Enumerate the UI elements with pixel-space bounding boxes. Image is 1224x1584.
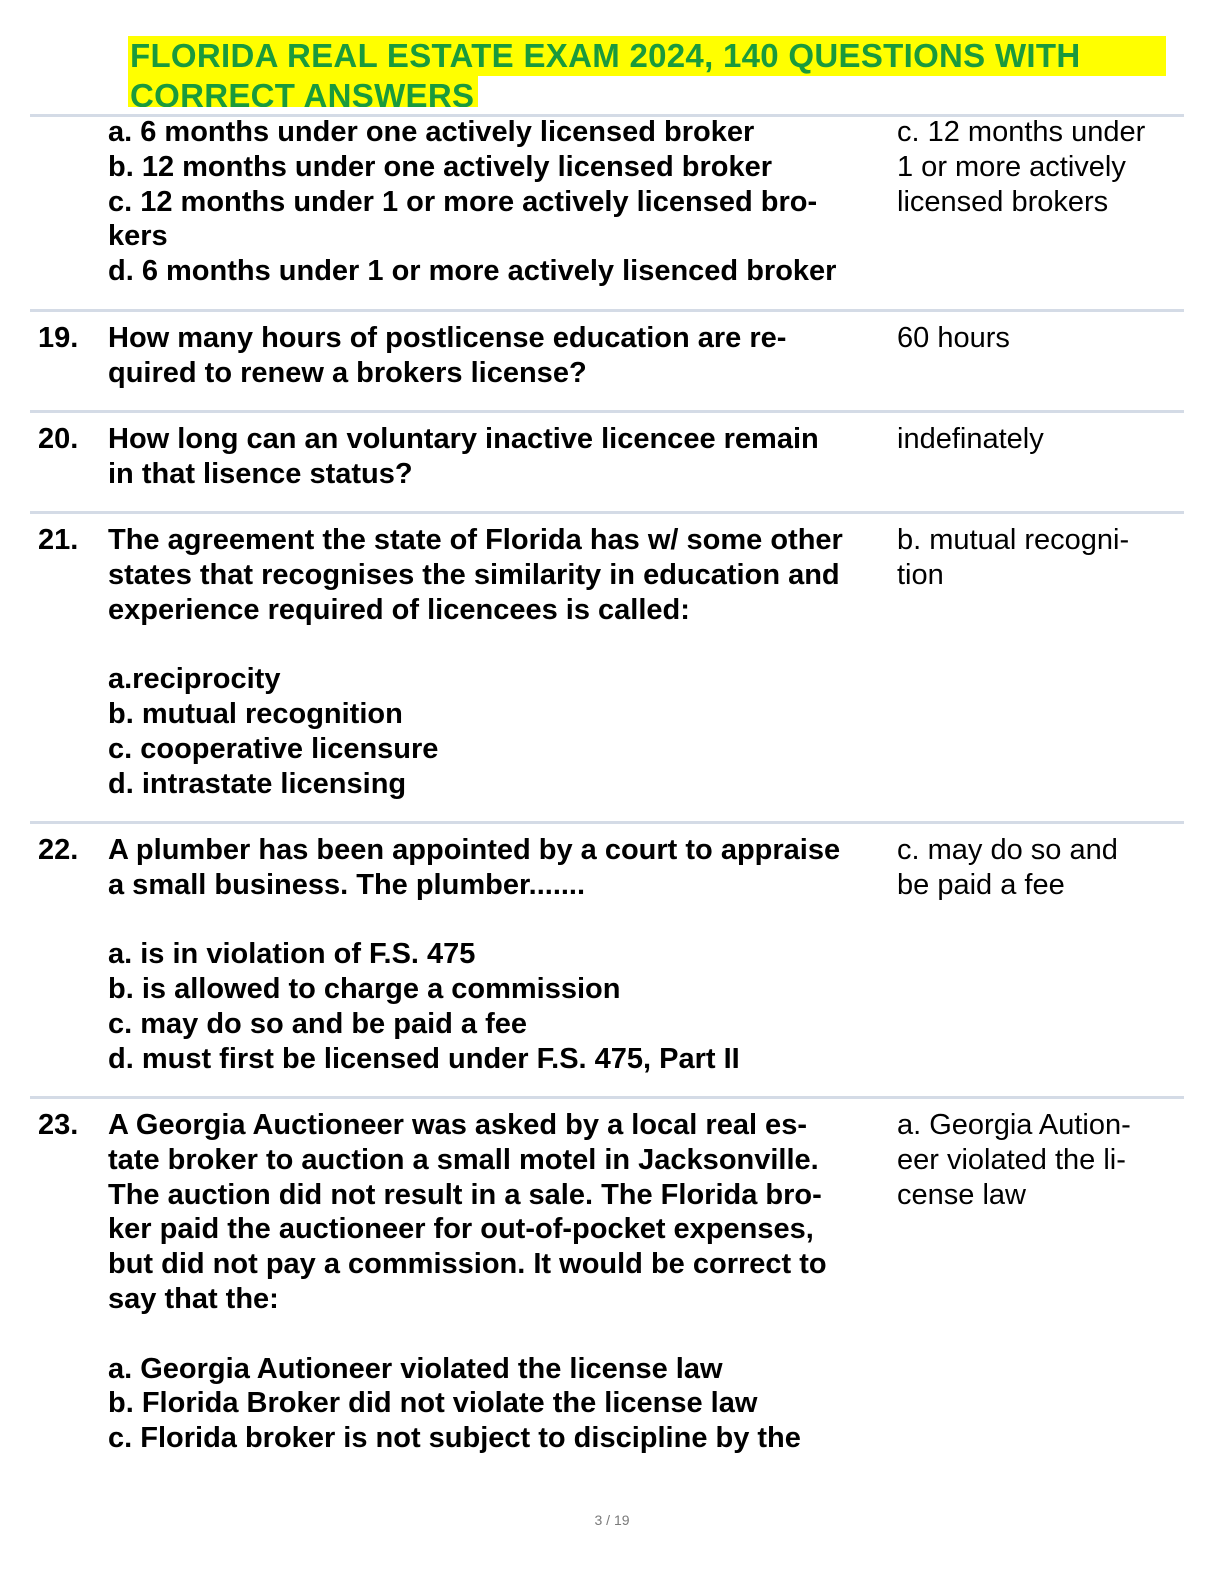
answer-line: be paid a fee [897, 868, 1065, 901]
option-line: c. 12 months under 1 or more actively licensed bro- [108, 185, 818, 218]
option-line: a. 6 months under one actively licensed broker [108, 116, 755, 148]
option-line: d. must first be licensed under F.S. 475, Part II [108, 1042, 740, 1075]
answer-line: c. 12 months under [897, 116, 1146, 148]
divider [30, 821, 1184, 824]
divider [30, 1096, 1184, 1099]
option-line: a. Georgia Autioneer violated the license law [108, 1352, 723, 1385]
option-line: c. cooperative licensure [108, 732, 439, 765]
question-number: 23. [38, 1109, 79, 1141]
option-line: b. Florida Broker did not violate the license law [108, 1387, 758, 1420]
question-text [108, 833, 898, 1077]
question-line: The agreement the state of Florida has w/ some other [108, 524, 843, 556]
answer-line: c. may do so and [897, 834, 1118, 866]
question-line: The auction did not result in a sale. The Florida bro- [108, 1178, 822, 1211]
question-line: A Georgia Auctioneer was asked by a local real es- [108, 1109, 807, 1141]
answer-line: 1 or more actively [897, 150, 1126, 183]
divider [30, 511, 1184, 514]
answer-text [897, 321, 1187, 356]
answer-text [897, 115, 1187, 219]
document-title-line-2: CORRECT ANSWERS [128, 76, 478, 107]
question-line: say that the: [108, 1282, 279, 1315]
question-line: a small business. The plumber....... [108, 868, 586, 901]
option-line: b. is allowed to charge a commission [108, 973, 621, 1006]
option-line: c. Florida broker is not subject to discipline by the [108, 1422, 801, 1455]
option-line: a.reciprocity [108, 663, 281, 696]
answer-line: 60 hours [897, 322, 1010, 354]
answer-line: b. mutual recogni- [897, 524, 1130, 556]
question-options [108, 115, 898, 289]
question-text [108, 422, 898, 492]
question-line: states that recognises the similarity in education and [108, 558, 840, 591]
option-line: d. intrastate licensing [108, 767, 407, 800]
spacer [108, 627, 898, 662]
document-title-line-1: FLORIDA REAL ESTATE EXAM 2024, 140 QUESTIONS WITH [128, 36, 1166, 76]
question-line: tate broker to auction a small motel in Jacksonville. [108, 1143, 819, 1176]
spacer [108, 903, 898, 938]
answer-line: licensed brokers [897, 185, 1109, 218]
question-text [108, 1108, 898, 1456]
page-number: 3 / 19 [594, 1512, 630, 1528]
question-line: A plumber has been appointed by a court to appraise [108, 834, 841, 866]
answer-line: cense law [897, 1178, 1026, 1211]
document-title [128, 36, 1166, 107]
question-line: but did not pay a commission. It would be correct to [108, 1248, 827, 1281]
answer-text [897, 1108, 1187, 1212]
spacer [108, 1317, 898, 1352]
answer-line: tion [897, 558, 944, 591]
option-line: d. 6 months under 1 or more actively lisenced broker [108, 255, 837, 288]
answer-text [897, 422, 1187, 457]
answer-line: eer violated the li- [897, 1143, 1126, 1176]
question-line: ker paid the auctioneer for out-of-pocket expenses, [108, 1213, 814, 1246]
answer-text [897, 523, 1187, 593]
option-line: b. mutual recognition [108, 697, 403, 730]
option-line: a. is in violation of F.S. 475 [108, 938, 476, 971]
question-text [108, 321, 898, 391]
option-line: kers [108, 220, 168, 253]
question-line: How long can an voluntary inactive licencee remain [108, 423, 819, 455]
divider [30, 410, 1184, 413]
question-number: 20. [38, 423, 79, 455]
question-number: 19. [38, 322, 79, 354]
question-number: 21. [38, 524, 79, 556]
question-line: in that lisence status? [108, 457, 413, 490]
option-line: b. 12 months under one actively licensed broker [108, 150, 772, 183]
question-line: experience required of licencees is called: [108, 593, 690, 626]
divider [30, 309, 1184, 312]
answer-line: indefinately [897, 423, 1044, 455]
answer-line: a. Georgia Aution- [897, 1109, 1131, 1141]
question-line: quired to renew a brokers license? [108, 356, 587, 389]
option-line: c. may do so and be paid a fee [108, 1007, 528, 1040]
question-number: 22. [38, 834, 79, 866]
question-text [108, 523, 898, 801]
question-line: How many hours of postlicense education are re- [108, 322, 787, 354]
answer-text [897, 833, 1187, 903]
